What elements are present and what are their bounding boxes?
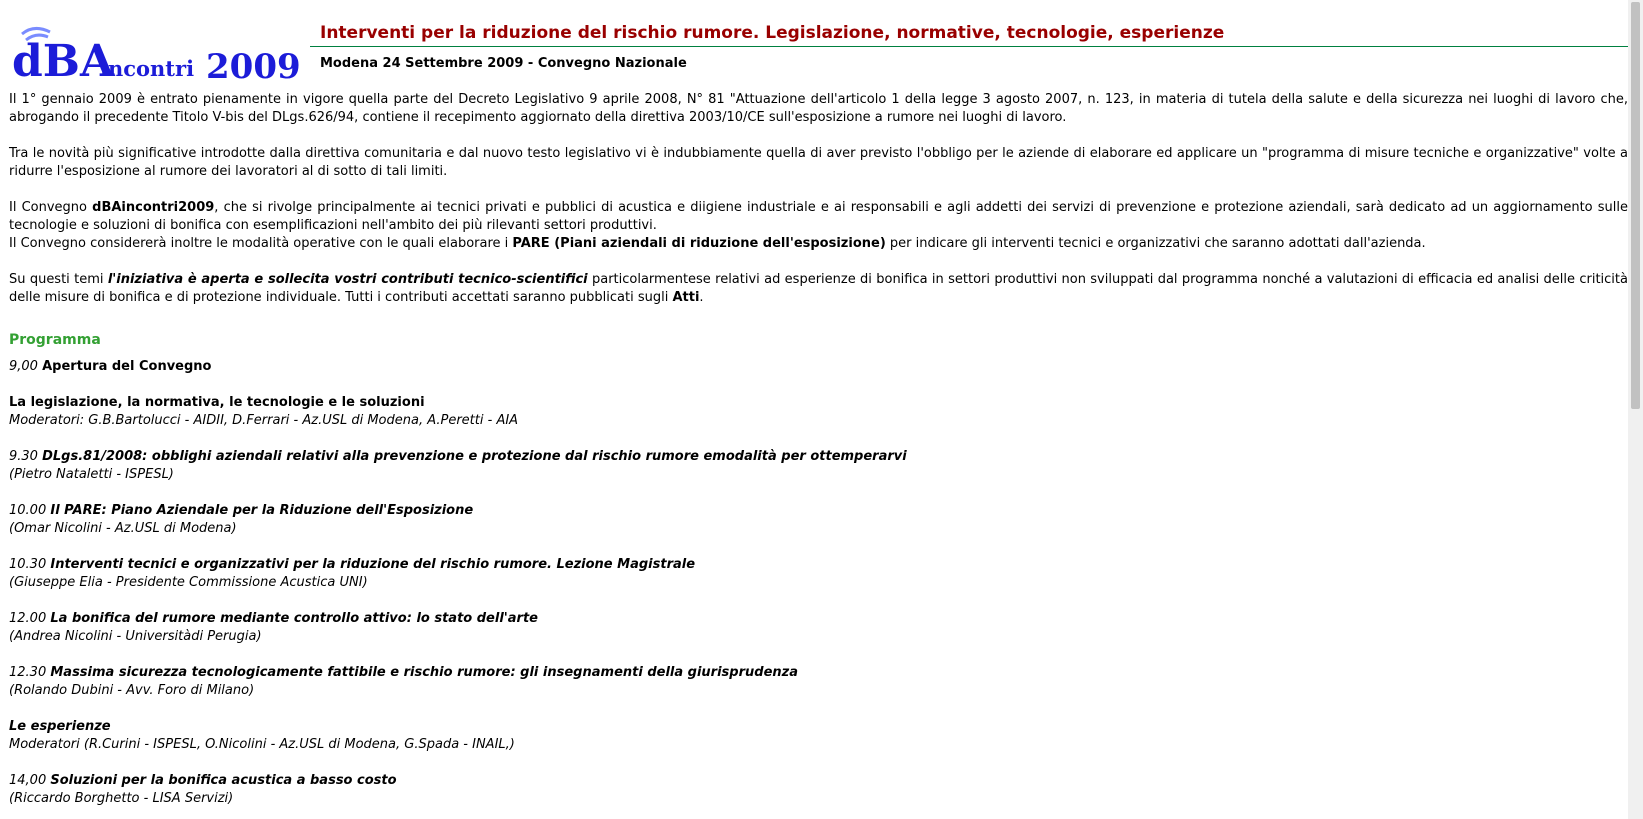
session-moderators: Moderatori: G.B.Bartolucci - AIDII, D.Ferrari - Az.USL di Modena, A.Peretti - AIA xyxy=(9,413,519,428)
session-2 xyxy=(9,718,1628,754)
intro-text: Il Convegno considererà inoltre le modalità operative con le quali elaborare i xyxy=(9,236,513,251)
talk-speaker: (Pietro Nataletti - ISPESL) xyxy=(9,467,174,482)
program-item-heading xyxy=(9,772,1628,790)
talk-speaker: (Giuseppe Elia - Presidente Commissione Acustica UNI) xyxy=(9,575,368,590)
logo-year: 2009 xyxy=(206,47,301,86)
talk-speaker: (Rolando Dubini - Avv. Foro di Milano) xyxy=(9,683,255,698)
program-item xyxy=(9,556,1628,592)
talk-title: Soluzioni per la bonifica acustica a basso costo xyxy=(50,773,397,788)
session-1-talks xyxy=(9,448,1628,700)
opening-time: 9,00 xyxy=(9,359,38,374)
intro-paragraph-4 xyxy=(9,235,1628,253)
session-title: Le esperienze xyxy=(9,719,111,734)
intro-paragraph-2: Tra le novità più significative introdotte dalla direttiva comunitaria e dal nuovo testo legislativo vi è indubbiamente quella di aver previsto l'obbligo per le aziende di elaborare ed applicare un "programma di misure tecniche e organizzative" volte a ridurre l'esposizione al rumore dei lavoratori al di sotto di tali limiti. xyxy=(9,146,1628,179)
program-item-heading xyxy=(9,448,1628,466)
talk-time: 12.30 xyxy=(9,665,47,680)
session-moderators: Moderatori (R.Curini - ISPESL, O.Nicolini - Az.USL di Modena, G.Spada - INAIL,) xyxy=(9,737,515,752)
program-item-heading xyxy=(9,556,1628,574)
talk-title: Interventi tecnici e organizzativi per la riduzione del rischio rumore. Lezione Magistrale xyxy=(50,557,696,572)
page-subtitle: Modena 24 Settembre 2009 - Convegno Nazionale xyxy=(320,56,687,71)
intro-text: Il Convegno xyxy=(9,200,93,215)
talk-time: 14,00 xyxy=(9,773,47,788)
atti-term: Atti xyxy=(672,290,700,305)
intro-text: Su questi temi xyxy=(9,272,108,287)
program-item xyxy=(9,610,1628,646)
programma-heading: Programma xyxy=(9,332,101,348)
header-text xyxy=(310,22,1628,71)
intro-text: per indicare gli interventi tecnici e organizzativi che saranno adottati dall'azienda. xyxy=(885,236,1426,251)
talk-time: 12.00 xyxy=(9,611,47,626)
talk-speaker: (Omar Nicolini - Az.USL di Modena) xyxy=(9,521,237,536)
event-name: dBAincontri2009 xyxy=(92,200,215,215)
talk-speaker: (Riccardo Borghetto - LISA Servizi) xyxy=(9,791,234,806)
scrollbar-thumb[interactable] xyxy=(1631,2,1640,409)
talk-time: 10.30 xyxy=(9,557,47,572)
program-opening xyxy=(9,358,1628,376)
talk-time: 10.00 xyxy=(9,503,47,518)
intro-text: particolarmentese relativi ad esperienze di bonifica in settori produttivi non sviluppati dal programma nonché a valutazioni di efficacia ed analisi delle criticità delle misure di bonifica e di protezione individuale. Tutti i contributi accettati saranno pubblicati sugli xyxy=(9,272,1628,305)
program-item-heading xyxy=(9,502,1628,520)
program-item xyxy=(9,772,1628,808)
page-title: Interventi per la riduzione del rischio rumore. Legislazione, normative, tecnologie, esperienze xyxy=(310,22,1628,47)
call-for-papers: l'iniziativa è aperta e sollecita vostri contributi tecnico-scientifici xyxy=(107,272,588,287)
logo-middle: incontri xyxy=(100,56,195,81)
program-item-heading xyxy=(9,664,1628,682)
logo-prefix: dBA xyxy=(12,36,115,86)
logo-graphic xyxy=(10,26,310,86)
main-content xyxy=(9,91,1628,819)
session-1 xyxy=(9,394,1628,430)
dba-incontri-logo xyxy=(10,26,310,86)
talk-title: DLgs.81/2008: obblighi aziendali relativi alla prevenzione e protezione dal rischio rumore emodalità per ottemperarvi xyxy=(42,449,907,464)
program-item xyxy=(9,448,1628,484)
session-title: La legislazione, la normativa, le tecnologie e le soluzioni xyxy=(9,395,425,410)
talk-title: Il PARE: Piano Aziendale per la Riduzione dell'Esposizione xyxy=(50,503,474,518)
talk-title: La bonifica del rumore mediante controllo attivo: lo stato dell'arte xyxy=(50,611,538,626)
intro-paragraph-3 xyxy=(9,199,1628,235)
talk-title: Massima sicurezza tecnologicamente fattibile e rischio rumore: gli insegnamenti della giurisprudenza xyxy=(50,665,798,680)
program-item-heading xyxy=(9,610,1628,628)
opening-title: Apertura del Convegno xyxy=(42,359,212,374)
intro-text: , che si rivolge principalmente ai tecnici privati e pubblici di acustica e diigiene industriale e ai responsabili e agli addetti dei servizi di prevenzione e protezione aziendali, sarà dedicato ad un aggiornamento sulle tecnologie e soluzioni di bonifica con esemplificazioni nell'ambito dei più rilevanti settori produttivi. xyxy=(9,200,1628,233)
talk-time: 9.30 xyxy=(9,449,38,464)
program-item xyxy=(9,664,1628,700)
talk-speaker: (Andrea Nicolini - Universitàdi Perugia) xyxy=(9,629,262,644)
header xyxy=(0,0,1628,86)
pare-term: PARE (Piani aziendali di riduzione dell'esposizione) xyxy=(512,236,886,251)
session-2-talks xyxy=(9,772,1628,808)
vertical-scrollbar[interactable] xyxy=(1628,0,1643,819)
intro-paragraph-1: Il 1° gennaio 2009 è entrato pienamente in vigore quella parte del Decreto Legislativo 9 aprile 2008, N° 81 "Attuazione dell'articolo 1 della legge 3 agosto 2007, n. 123, in materia di tutela della salute e della sicurezza nei luoghi di lavoro che, abrogando il precedente Titolo V-bis del DLgs.626/94, contiene il recepimento aggiornato della direttiva 2003/10/CE sull'esposizione a rumore nei luoghi di lavoro. xyxy=(9,92,1628,125)
intro-paragraph-5 xyxy=(9,271,1628,307)
intro-text: . xyxy=(699,290,704,305)
program-item xyxy=(9,502,1628,538)
